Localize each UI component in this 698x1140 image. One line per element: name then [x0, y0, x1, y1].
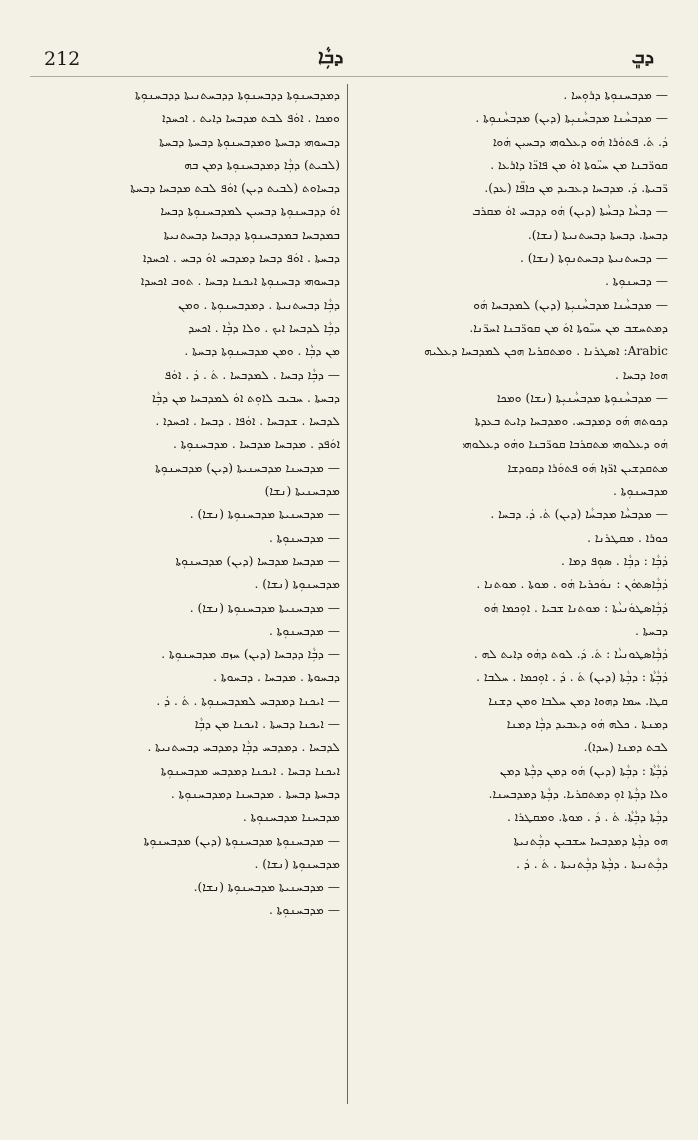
entry-line: — ܡܕܒܚܐ ܡܕܒܚܐ (ܕܝܢ) ܡܕܒܚܢܘܼܬܐ — [175, 553, 340, 568]
entry-line: ܕܒܼܵܬܐ ܕܒܼܵܬܵܐ. ܬܿ . ܕܿ . ܡܘܬܐ. ܘܡܩܛܪܐ . — [507, 810, 668, 825]
entry-line: ܕܿܒܼܵܬܵܐ : ܕܒܼܵܬܐ (ܕܝܢ) ܗܿܘ ܕܡܢ ܕܒܼܵܬܐ ܕܡܢ — [499, 763, 668, 778]
entry-line: ܗܘ ܕܒܼܵܬܐ ܕܡܕܒܚܐ ܚܫܒܝܢ ܕܒܼܵܬܢܝܬܐ — [513, 833, 668, 848]
entry-line: — ܡܕܒܚܢܘܼܬܐ ܡܕܒܚܢܘܼܬܐ (ܕܝܢ) ܡܕܒܚܢܘܼܬܐ — [143, 833, 340, 848]
entry-line: ܕܿܒܼܵܬܵܐ : ܕܒܼܵܬܐ (ܕܝܢ) ܬܿ . ܕܿ . ܐܘܼܟܡܐ . ܚܠܒܐ . — [476, 670, 668, 685]
entry-line: ܕܒܚܬܐ ܕܒܚܬܐ . ܡܕܒܚܢܐ ܕܡܕܒܚܢܘܼܬܐ . — [170, 786, 340, 801]
entry-line: ܩܘܪ̈ܒܢܐ ܡܢ ܚܝ̈ܘܬܐ ܐܘܿ ܡܢ ܦܐܖ̈ܐ ܕܐܪܥܐ . — [490, 157, 668, 172]
entry-line: ܕܡܕܒܚܢܘܼܬܐ ܕܕܒܚܢܘܼܬܐ ܕܕܒܚܬܢܝܬܐ ܕܕܒܚܢܘܼܬܐ — [135, 88, 340, 102]
running-header — [0, 44, 698, 74]
entry-line: ܐܘܿܦܕ . ܡܕܒܚܐ ܡܕܒܚܐ . ܡܕܒܚܢܘܼܬܐ . — [172, 437, 340, 452]
entry-line: ܡܕܒܚܢܘܼܬܐ (ܢܫܐ) . — [254, 577, 340, 592]
entry-line: ܒܡܕܒܚܐ ܒܡܕܒܚܢܘܼܬܐ ܕܕܒܚܐ ܕܒܚܬܢܝܬܐ — [163, 227, 340, 242]
entry-line: ܕܒܚܬܐ . ܐܘܿܦ ܕܒܚܐ ܕܡܕܒܚ ܐܘܿ ܕܒܚ . ܐܟܚܕܐ — [142, 251, 340, 266]
entry-line: — ܡܕܒܚܢܝܬܐ ܡܕܒܚܢܘܼܬܐ (ܢܫܐ) . — [189, 600, 340, 615]
entry-line: — ܡܕܒܚܢܐ ܡܕܒܚܢܝܬܐ (ܕܝܢ) ܡܕܒܚܢܘܼܬܐ — [155, 460, 340, 475]
entry-line: ܕܒܚܬܐ . — [635, 623, 668, 638]
entry-line: — ܡܕܒܚܵܢܘܼܬܐ ܡܕܒܚܵܢܝܼܬܐ (ܢܫܐ) ܘܡܟܐ — [496, 390, 668, 405]
entry-line: ܘܠܐ ܕܒܼܵܬܐ ܐܘܼ ܕܡܬܩܪܝܐ. ܕܒܼܵܬܐ ܕܡܕܒܚܢܐ. — [488, 786, 668, 801]
entry-line: — ܡܕܒܚܵܐ ܡܕܒܚܵܐ (ܕܝܢ) ܬܿ. ܕܿ. ܕܒܚܐ . — [490, 507, 668, 522]
entry-line: ܕܒܼܵܬܢܝܬܐ . ܕܒܼܵܬܐ ܕܒܼܵܬܢܝܬܐ . ܬܿ . ܕܿ . — [516, 856, 668, 871]
entry-line: — ܡܕܒܚܢܘܼܬܐ . — [268, 530, 340, 545]
entry-line: (ܠܒܝܬ) ܕܒܼܵܐ ܕܡܕܒܚܢܘܼܬܐ ܕܡܢ ܒܗ — [184, 157, 340, 172]
entry-line: ܘܡܟܐ . ܐܘܿܦ ܠܒܬ ܡܕܒܚܐ ܕܐܝܬ . ܐܟܚܕܐ — [162, 111, 340, 126]
entry-line: ܐܝܟܢܐ ܕܒܚܐ . ܐܝܟܢܐ ܕܡܕܒܚ ܡܕܒܚܢܘܼܬܐ — [160, 763, 340, 778]
entry-line: ܕܒܚܬܐ . ܚܒܝܒ ܠܐܘܼܬ ܐܘܿ ܠܡܕܒܚܐ ܡܢ ܕܒܼܵܐ — [151, 390, 340, 405]
entry-line: ܕܿܒܼܵܐ : ܕܒܼܵܐ . ܣܘܼܦ ܕܡܐ . — [561, 553, 668, 568]
column-divider — [347, 84, 348, 1104]
entry-line: ܕܡܢܬܐ . ܟܠܗ ܗܿܘ ܕܥܒܝܕ ܕܒܼܵܐ ܕܡܢܐ — [506, 717, 668, 732]
left-column — [32, 84, 340, 923]
entry-line: ܕܒܚܐܘܬ (ܠܒܝܬ ܕܝܢ) ܐܘܿܦ ܠܒܬ ܡܕܒܚܐ ܕܒܚܬܐ — [130, 181, 340, 196]
entry-line: ܡܕܒܚܢܘܼܬܐ . — [613, 484, 668, 499]
entry-line: — ܐܝܟܢܐ ܕܒܚܬܐ . ܐܝܟܢܐ ܡܢ ܕܒܼܵܐ — [194, 717, 340, 732]
entry-line: ܕܿܒܼܵܐܣܬܘܿܢ : ܢܘܿܟܪܝܐ ܗܿܘ . ܡܘܬܐ . ܡܘܬܢܐ . — [476, 577, 668, 592]
entry-line: — ܡܕܒܚܢܘܼܬܐ . — [268, 903, 340, 918]
entry-line: — ܡܕܒܚܢܝܬܐ ܡܕܒܚܢܘܼܬܐ (ܢܫܐ). — [193, 880, 340, 895]
header-guide-word: ܕܒܸ — [631, 46, 654, 68]
entry-line: ܕܡܬܚܫܒ ܡܢ ܚܝ̈ܘܬܐ ܐܘܿ ܡܢ ܩܘܪ̈ܒܢܐ ܐܚܪ̈ܢܐ. — [469, 320, 668, 335]
entry-line: ܗܿܘ ܕܥܠܘܗܝ ܡܬܩܪܒܐ ܩܘܪ̈ܒܢܐ ܘܗܿܘ ܕܥܠܘܗܝ — [462, 437, 668, 452]
entry-line: — ܡܕܒܚܢܘܼܬܐ ܕܪܘܼܚܐ . — [563, 88, 668, 102]
entry-line: — ܕܒܚܬܢܝܬܐ ܕܒܚܬܢܘܼܬܐ (ܢܫܐ) . — [520, 251, 668, 266]
entry-line: ܕܿܒܼܵܐܣܛܘܿܢܝܵܬܐ : ܡܘܬܢܐ ܫܒܝܐ . ܐܘܼܟܡܐ ܗܿܘ — [483, 600, 668, 615]
entry-line: ܕܒܚܘܗܝ ܕܒܚܬܐ ܘܡܕܒܚܢܘܼܬܐ ܕܒܚܬܐ ܕܒܚܬܐ — [159, 134, 340, 149]
entry-line: ܪ̈ܒܝܬܐ. ܕܿ. ܡܕܒܚܐ ܕܥܒܝܕ ܡܢ ܟܐܦ̈ܐ (ܥܕ). — [484, 181, 668, 196]
entry-line: ܐܘܿ ܕܕܒܚܢܘܼܬܐ ܕܒܚܝܢ ܠܡܕܒܚܢܘܼܬܐ ܕܒܚܐ — [160, 204, 340, 219]
entry-line: ܡܕܒܚܢܐ ܡܕܒܚܢܘܼܬܐ . — [242, 810, 340, 825]
entry-line: — ܕܒܼܵܐ ܕܒܚܐ . ܠܡܕܒܚܐ . ܬܿ . ܕܿ . ܐܘܿܦ — [164, 367, 340, 382]
entry-line: ܕܒܼܵܐ ܠܕܒܚܐ ܐܝܟ . ܘܠܐ ܕܒܼܵܐ . ܐܟܚܕ — [188, 320, 340, 335]
entry-line: ܕܿܒܼܵܐܣܛܘܢܝܵܐ : ܬܿ. ܕܿ. ܠܘܬ ܕܗܿܘ ܕܐܝܬ ܠܗ . — [473, 647, 668, 662]
entry-line: — ܕܒܚܵܐ ܕܒܚܵܬܐ (ܕܝܢ) ܗܿܘ ܕܕܒܚ ܐܘܿ ܡܩܪܒ — [472, 204, 668, 219]
entry-line: ܩܛܐ. ܚܡܐ ܕܗܘܐ ܕܡܢ ܚܠܒܐ ܘܡܢ ܕܫܢܐ — [488, 693, 668, 708]
entry-line: ܕܿ. ܬܿ. ܦܬܘܿܪܐ ܗܿܘ ܕܥܠܘܗܝ ܕܒܚܝܢ ܗܿܘܐ — [492, 134, 668, 149]
entry-line: ܡܢ ܕܒܼܵܐ . ܘܡܢ ܡܕܒܚܢܘܼܬܐ ܕܒܚܬܐ . — [184, 344, 340, 359]
entry-line: ܟܘܪܐ . ܡܩܛܪܢܐ . — [587, 530, 668, 545]
entry-line: — ܕܒܼܵܐ ܕܕܒܚܐ (ܕܝܢ) ܚܙܩ ܡܕܒܚܢܘܼܬܐ . — [161, 647, 340, 662]
header-headword: ܕܒܼܵܐ — [318, 46, 344, 68]
entry-line: — ܐܝܟܢܐ ܕܡܕܒܚ ܠܡܕܒܚܢܘܼܬܐ . ܬܿ . ܕܿ . — [156, 693, 340, 708]
entry-line: Arabic: ܐܣܛܪܢܐ . ܘܡܬܩܪܝܐ ܗܟܢ ܠܡܕܒܚܐ ܕܥܠܝܗ — [424, 344, 668, 359]
entry-line: ܡܬܩܕܫܝܢ ܐܪ̈ܙܐ ܗܿܘ ܦܬܘܿܪܐ ܕܩܘܕܫܐ — [507, 460, 668, 475]
entry-line: — ܕܒܚܢܘܼܬܐ . — [605, 274, 668, 289]
entry-line: — ܡܕܒܚܵܢܐ ܡܕܒܚܵܢܝܼܬܐ (ܕܝܢ) ܠܡܕܒܚܐ ܗܿܘ — [473, 297, 668, 312]
entry-line: — ܡܕܒܚܢܝܬܐ ܡܕܒܚܢܘܼܬܐ (ܢܫܐ) . — [189, 507, 340, 522]
right-column — [364, 84, 668, 876]
entry-line: ܕܒܚܬܐ. ܕܒܚܬܐ ܕܒܚܬܢܝܬܐ (ܢܫܐ). — [527, 227, 668, 242]
entry-line: ܕܒܚܘܗܝ ܕܒܚܢܘܼܬܐ ܐܝܟܢܐ ܕܒܚܐ . ܬܘܒ ܐܟܚܕܐ — [140, 274, 340, 289]
entry-line: — ܡܕܒܚܢܘܼܬܐ . — [268, 623, 340, 638]
entry-line: ܠܕܒܚܐ . ܫܕܒܚܐ . ܐܘܿܦܐ . ܕܒܚܐ . ܐܟܚܕܐ . — [155, 414, 340, 429]
entry-line: — ܡܕܒܚܵܢܐ ܡܕܒܚܵܢܝܼܬܐ (ܕܝܢ) ܡܕܒܚܵܢܘܼܬܐ . — [475, 111, 668, 126]
entry-line: ܗܘܐ ܕܒܚܐ . — [615, 367, 668, 382]
entry-line: ܠܕܒܚܐ . ܕܡܕܒܚ ܕܒܼܵܐ ܕܡܕܒܚ ܕܒܚܬܢܝܬܐ . — [147, 740, 340, 755]
entry-line: ܡܕܒܚܢܘܼܬܐ (ܢܫܐ) . — [254, 856, 340, 871]
entry-line: ܕܒܚܘܬܐ . ܡܕܒܚܐ . ܕܒܚܘܬܐ . — [213, 670, 340, 685]
page-number: 212 — [44, 48, 81, 70]
entry-line: ܡܕܒܚܢܝܬܐ (ܢܫܐ) — [264, 484, 340, 499]
entry-line: ܕܒܼܵܐ ܕܒܚܬܢܝܬܐ . ܕܡܕܒܚܢܘܼܬܐ . ܘܡܢ — [178, 297, 340, 312]
entry-line: ܠܒܬ ܕܡܢܐ (ܚܕܐ). — [583, 740, 668, 755]
entry-line: ܕܟܘܬܗ ܗܿܘ ܕܡܕܒܚ. ܘܡܕܒܚܐ ܕܐܝܬ ܒܥܕܬܐ — [474, 414, 668, 429]
header-rule — [30, 76, 668, 77]
